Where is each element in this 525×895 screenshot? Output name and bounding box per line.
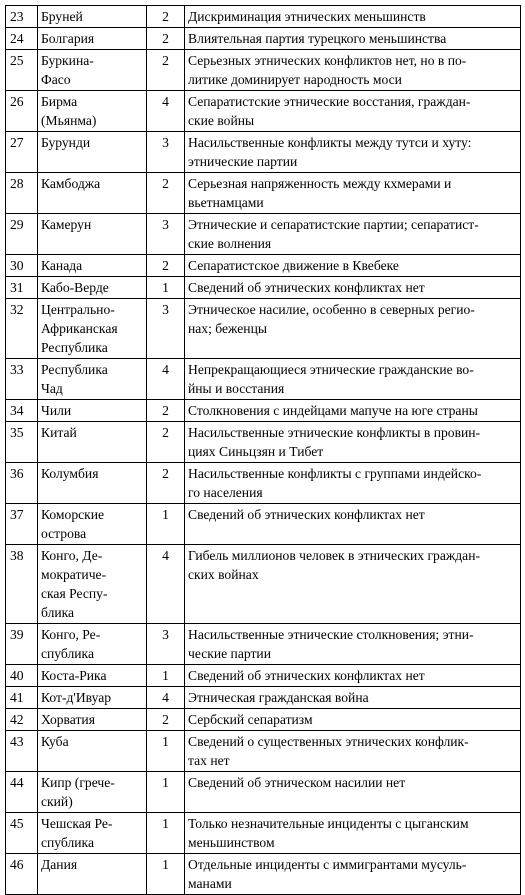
conflict-description: Серьезных этнических конфликтов нет, но в по- литике доминирует народность моси bbox=[185, 50, 521, 91]
country-name: Дания bbox=[38, 854, 147, 895]
conflict-score: 2 bbox=[147, 50, 185, 91]
country-name: Камбоджа bbox=[38, 173, 147, 214]
conflict-description: Сведений об этнических конфликтах нет bbox=[185, 504, 521, 545]
conflict-description: Насильственные конфликты с группами индейско- го населения bbox=[185, 463, 521, 504]
conflict-score: 4 bbox=[147, 91, 185, 132]
table-row bbox=[6, 422, 521, 463]
table-row bbox=[6, 6, 521, 28]
conflict-score: 4 bbox=[147, 359, 185, 400]
table-row bbox=[6, 665, 521, 687]
table-row bbox=[6, 91, 521, 132]
country-name: Центрально- Африканская Республика bbox=[38, 299, 147, 359]
conflict-description: Серьезная напряженность между кхмерами и вьетнамцами bbox=[185, 173, 521, 214]
row-number: 31 bbox=[6, 277, 38, 299]
conflict-score: 1 bbox=[147, 665, 185, 687]
conflict-score: 1 bbox=[147, 731, 185, 772]
conflict-score: 1 bbox=[147, 504, 185, 545]
row-number: 25 bbox=[6, 50, 38, 91]
conflict-description: Сепаратистские этнические восстания, граждан- ские войны bbox=[185, 91, 521, 132]
country-name: Канада bbox=[38, 255, 147, 277]
row-number: 35 bbox=[6, 422, 38, 463]
country-name: Чешская Ре- спублика bbox=[38, 813, 147, 854]
conflict-score: 4 bbox=[147, 545, 185, 624]
table-row bbox=[6, 545, 521, 624]
conflict-description: Сведений о существенных этнических конфлик- тах нет bbox=[185, 731, 521, 772]
ethnic-conflicts-table bbox=[5, 5, 521, 895]
country-name: Кипр (грече- ский) bbox=[38, 772, 147, 813]
table-row bbox=[6, 624, 521, 665]
conflict-score: 2 bbox=[147, 463, 185, 504]
country-name: Болгария bbox=[38, 28, 147, 50]
row-number: 40 bbox=[6, 665, 38, 687]
country-name: Куба bbox=[38, 731, 147, 772]
table-row bbox=[6, 687, 521, 709]
conflict-description: Этническая гражданская война bbox=[185, 687, 521, 709]
table-row bbox=[6, 299, 521, 359]
conflict-description: Непрекращающиеся этнические гражданские во- йны и восстания bbox=[185, 359, 521, 400]
conflict-score: 2 bbox=[147, 422, 185, 463]
conflict-description: Насильственные этнические столкновения; этни- ческие партии bbox=[185, 624, 521, 665]
row-number: 32 bbox=[6, 299, 38, 359]
conflict-description: Сепаратистское движение в Квебеке bbox=[185, 255, 521, 277]
row-number: 24 bbox=[6, 28, 38, 50]
conflict-score: 1 bbox=[147, 772, 185, 813]
conflict-score: 4 bbox=[147, 687, 185, 709]
table-row bbox=[6, 214, 521, 255]
table-row bbox=[6, 359, 521, 400]
conflict-score: 2 bbox=[147, 28, 185, 50]
country-name: Коста-Рика bbox=[38, 665, 147, 687]
conflict-description: Дискриминация этнических меньшинств bbox=[185, 6, 521, 28]
conflict-score: 1 bbox=[147, 277, 185, 299]
table-row bbox=[6, 772, 521, 813]
conflict-score: 1 bbox=[147, 854, 185, 895]
country-name: Хорватия bbox=[38, 709, 147, 731]
country-name: Бруней bbox=[38, 6, 147, 28]
country-name: Кот-д'Ивуар bbox=[38, 687, 147, 709]
table-row bbox=[6, 854, 521, 895]
row-number: 43 bbox=[6, 731, 38, 772]
row-number: 45 bbox=[6, 813, 38, 854]
table-row bbox=[6, 173, 521, 214]
conflict-score: 2 bbox=[147, 709, 185, 731]
row-number: 23 bbox=[6, 6, 38, 28]
row-number: 27 bbox=[6, 132, 38, 173]
conflict-description: Сведений об этническом насилии нет bbox=[185, 772, 521, 813]
country-name: Колумбия bbox=[38, 463, 147, 504]
row-number: 30 bbox=[6, 255, 38, 277]
table-row bbox=[6, 132, 521, 173]
row-number: 39 bbox=[6, 624, 38, 665]
country-name: Кабо-Верде bbox=[38, 277, 147, 299]
table-row bbox=[6, 255, 521, 277]
row-number: 38 bbox=[6, 545, 38, 624]
country-name: Конго, Ре- спублика bbox=[38, 624, 147, 665]
table-row bbox=[6, 813, 521, 854]
table-row bbox=[6, 504, 521, 545]
table-row bbox=[6, 277, 521, 299]
conflict-score: 1 bbox=[147, 813, 185, 854]
row-number: 44 bbox=[6, 772, 38, 813]
conflict-score: 3 bbox=[147, 214, 185, 255]
conflict-description: Сербский сепаратизм bbox=[185, 709, 521, 731]
conflict-description: Влиятельная партия турецкого меньшинства bbox=[185, 28, 521, 50]
conflict-description: Этническое насилие, особенно в северных регио- нах; беженцы bbox=[185, 299, 521, 359]
row-number: 26 bbox=[6, 91, 38, 132]
country-name: Бирма (Мьянма) bbox=[38, 91, 147, 132]
conflict-description: Сведений об этнических конфликтах нет bbox=[185, 665, 521, 687]
country-name: Республика Чад bbox=[38, 359, 147, 400]
row-number: 42 bbox=[6, 709, 38, 731]
row-number: 34 bbox=[6, 400, 38, 422]
table-row bbox=[6, 463, 521, 504]
conflict-description: Столкновения с индейцами мапуче на юге страны bbox=[185, 400, 521, 422]
conflict-description: Только незначительные инциденты с цыганским меньшинством bbox=[185, 813, 521, 854]
row-number: 36 bbox=[6, 463, 38, 504]
country-name: Бурунди bbox=[38, 132, 147, 173]
country-name: Коморские острова bbox=[38, 504, 147, 545]
table-row bbox=[6, 709, 521, 731]
table-row bbox=[6, 400, 521, 422]
conflict-description: Насильственные этнические конфликты в провин- циях Синьцзян и Тибет bbox=[185, 422, 521, 463]
conflict-description: Отдельные инциденты с иммигрантами мусуль- манами bbox=[185, 854, 521, 895]
conflict-description: Насильственные конфликты между тутси и хуту: этнические партии bbox=[185, 132, 521, 173]
row-number: 41 bbox=[6, 687, 38, 709]
row-number: 29 bbox=[6, 214, 38, 255]
row-number: 37 bbox=[6, 504, 38, 545]
table-body bbox=[6, 6, 521, 895]
conflict-description: Этнические и сепаратистские партии; сепаратист- ские волнения bbox=[185, 214, 521, 255]
country-name: Конго, Де- мократиче- ская Респу- блика bbox=[38, 545, 147, 624]
row-number: 28 bbox=[6, 173, 38, 214]
country-name: Буркина- Фасо bbox=[38, 50, 147, 91]
conflict-score: 2 bbox=[147, 173, 185, 214]
conflict-score: 3 bbox=[147, 299, 185, 359]
conflict-description: Сведений об этнических конфликтах нет bbox=[185, 277, 521, 299]
conflict-score: 2 bbox=[147, 255, 185, 277]
conflict-score: 3 bbox=[147, 624, 185, 665]
conflict-score: 2 bbox=[147, 6, 185, 28]
table-row bbox=[6, 731, 521, 772]
row-number: 46 bbox=[6, 854, 38, 895]
country-name: Чили bbox=[38, 400, 147, 422]
row-number: 33 bbox=[6, 359, 38, 400]
country-name: Камерун bbox=[38, 214, 147, 255]
conflict-description: Гибель миллионов человек в этнических граждан- ских войнах bbox=[185, 545, 521, 624]
country-name: Китай bbox=[38, 422, 147, 463]
table-row bbox=[6, 50, 521, 91]
conflict-score: 3 bbox=[147, 132, 185, 173]
table-row bbox=[6, 28, 521, 50]
conflict-score: 2 bbox=[147, 400, 185, 422]
